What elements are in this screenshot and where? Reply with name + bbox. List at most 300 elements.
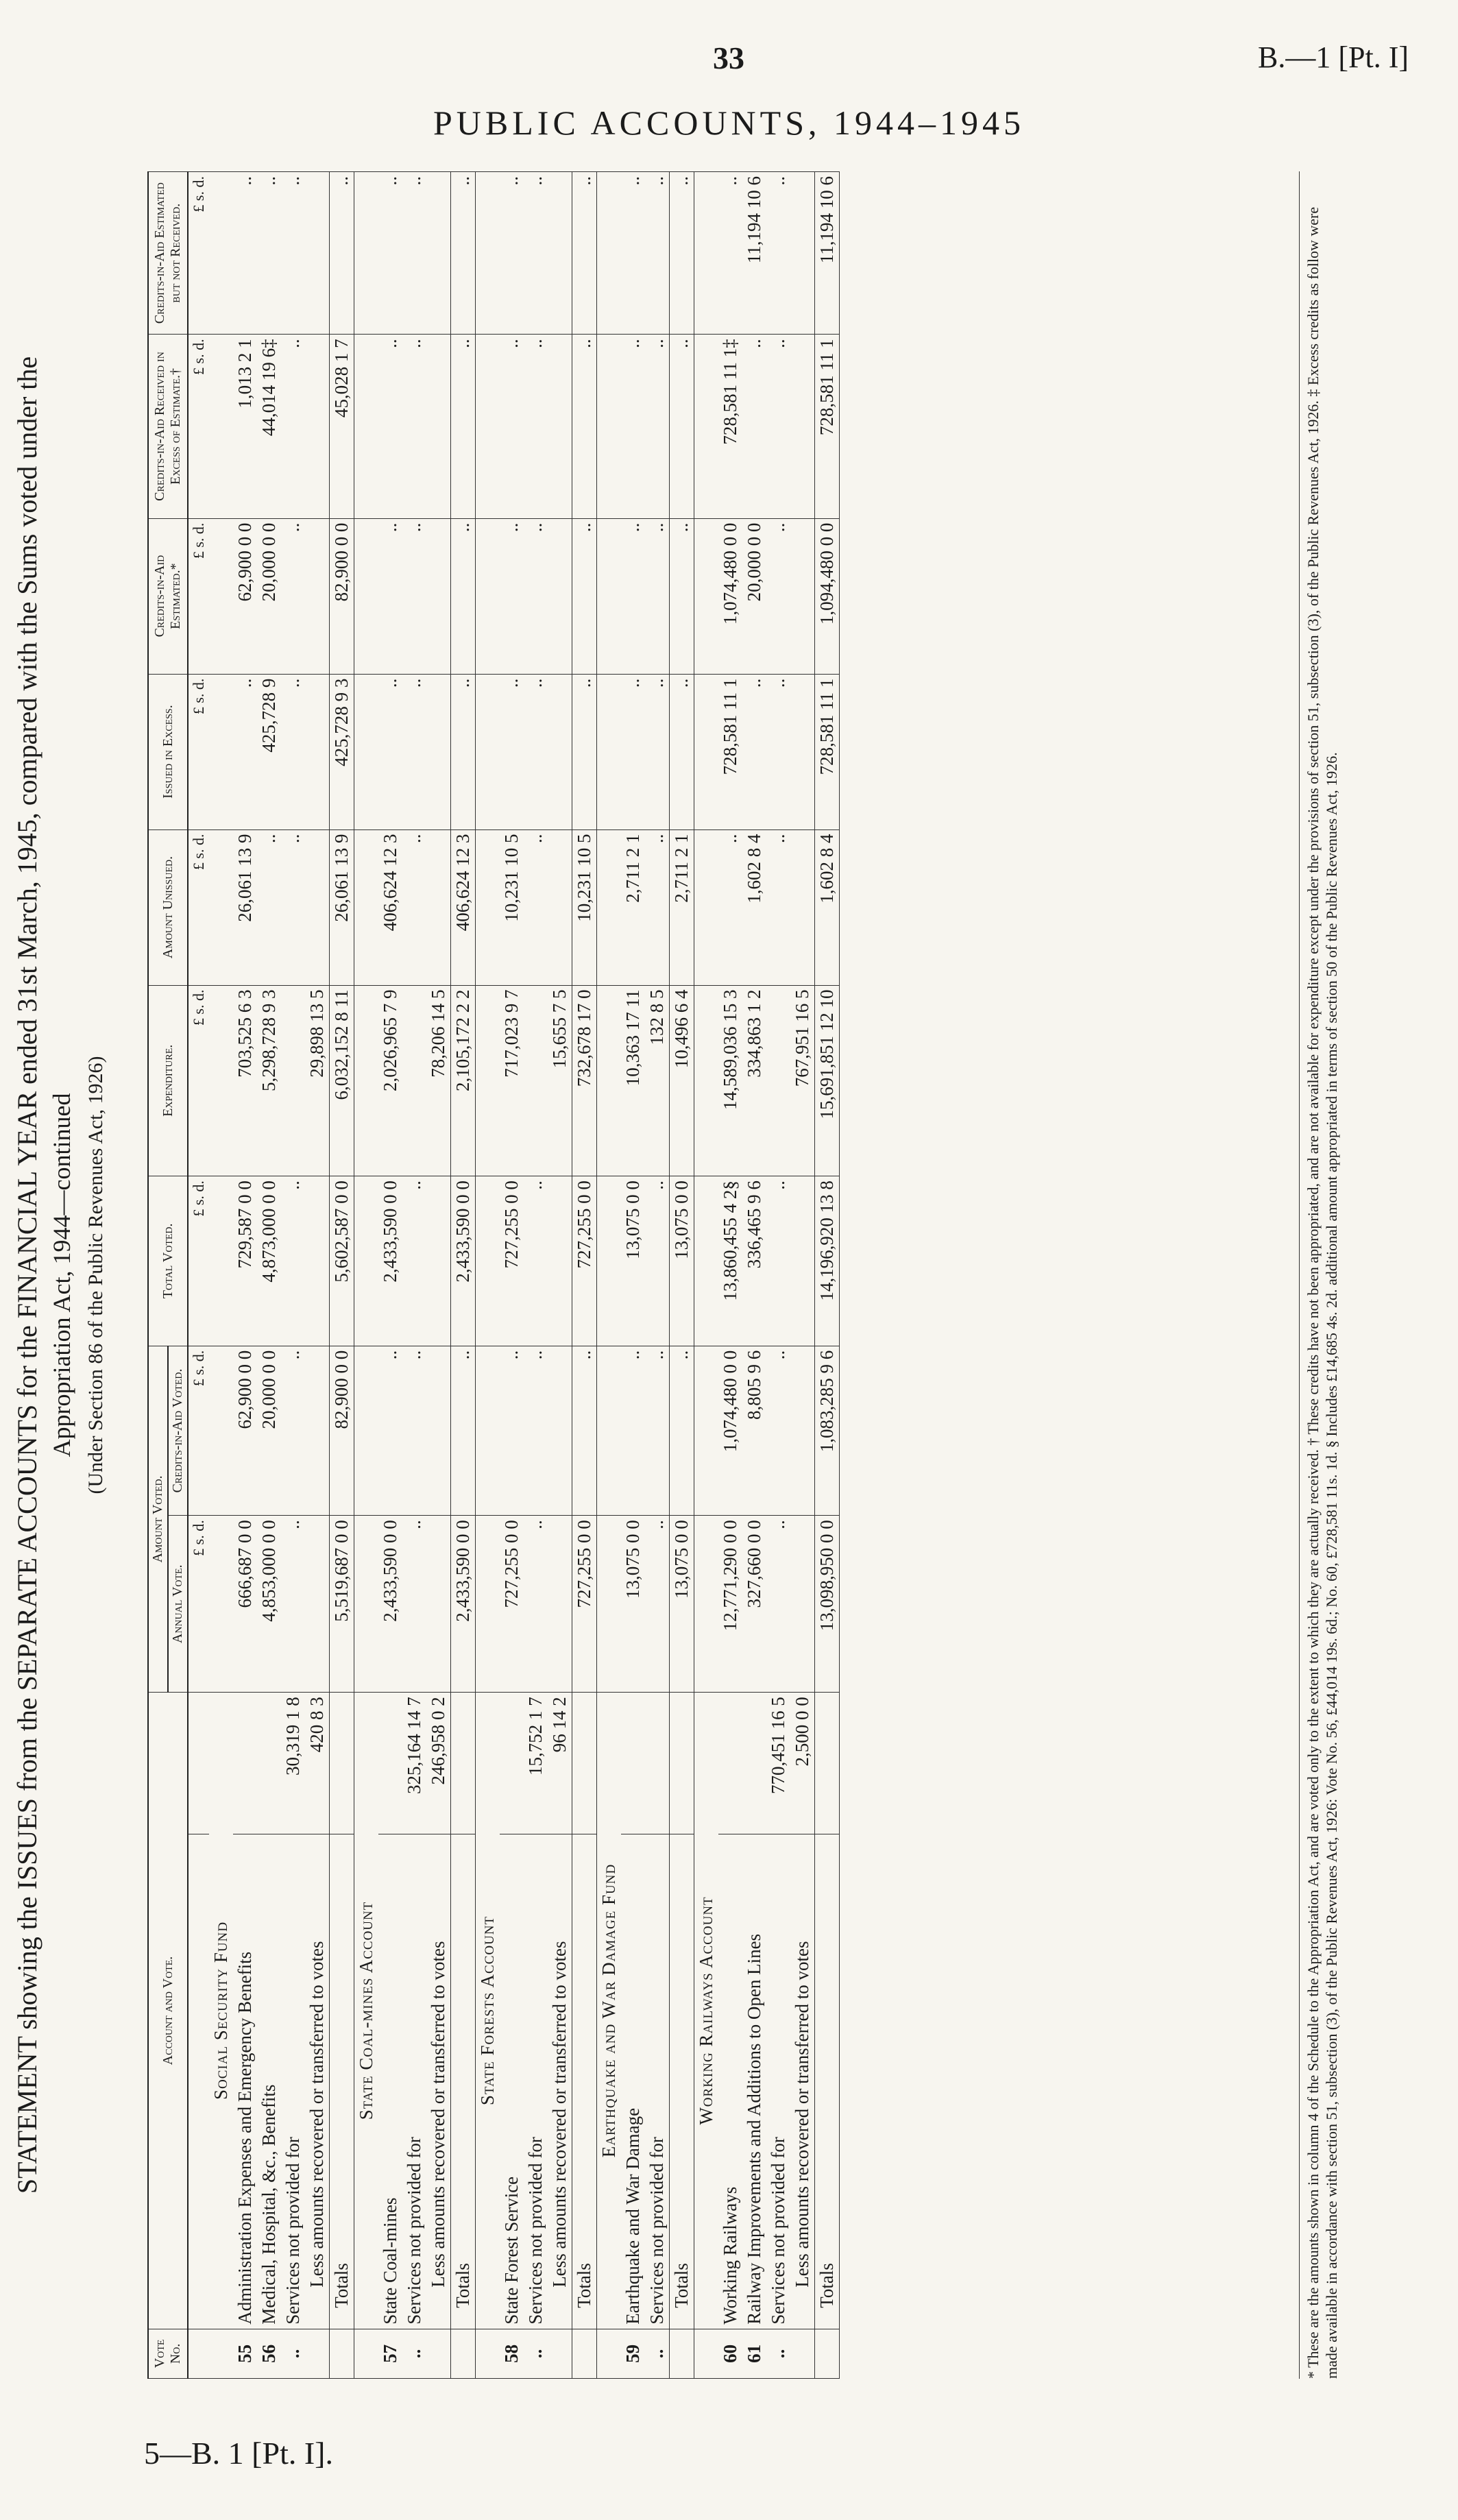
excess-cell: ..	[281, 674, 305, 829]
header-vote-no: Vote No.	[148, 2329, 188, 2378]
credits-estimated-cell: ..	[500, 518, 524, 674]
credits-excess-cell: ..	[500, 335, 524, 518]
expenditure-cell: 29,898 13 5	[305, 985, 330, 1176]
credits-estimated-cell: ..	[402, 518, 426, 674]
credits-voted-cell: 1,074,480 0 0	[718, 1346, 742, 1516]
header-excess: Issued in Excess.	[148, 674, 188, 829]
empty-cell	[476, 1346, 500, 1516]
units-cell: £ s. d.	[188, 172, 209, 335]
excess-cell: ..	[742, 674, 766, 829]
empty-cell	[694, 1516, 719, 1693]
excess-cell: ..	[233, 674, 257, 829]
total-voted-cell: 729,587 0 0	[233, 1176, 257, 1346]
vote-number	[305, 2329, 330, 2378]
credits-excess-cell: ..	[572, 335, 597, 518]
footnote-2: † These credits have not been appropriated, and are not available for expenditure except under the provisions of section 51, subsection (3), of the Public Revenues Act, 1926.	[1304, 400, 1322, 1446]
credits-not-received-cell	[426, 172, 451, 335]
table-row	[257, 172, 281, 2379]
rotated-statement	[10, 171, 1374, 2379]
annual-vote-cell	[548, 1516, 572, 1693]
credits-estimated-cell: 62,900 0 0	[233, 518, 257, 674]
header-credits-voted: Credits-in-Aid Voted.	[168, 1346, 188, 1516]
sub-amount	[621, 1693, 645, 1834]
total-voted-cell: 13,075 0 0	[670, 1176, 694, 1346]
sub-amount	[742, 1693, 766, 1834]
empty-cell	[476, 829, 500, 985]
credits-not-received-cell: ..	[524, 172, 548, 335]
annual-vote-cell: 2,433,590 0 0	[378, 1516, 402, 1693]
credits-not-received-cell: ..	[766, 172, 790, 335]
units-cell: £ s. d.	[188, 335, 209, 518]
empty-cell	[476, 985, 500, 1176]
units-cell	[188, 2329, 209, 2378]
sub-amount	[233, 1693, 257, 1834]
credits-voted-cell: 1,083,285 9 6	[815, 1346, 840, 1516]
unissued-cell	[548, 829, 572, 985]
expenditure-cell: 5,298,728 9 3	[257, 985, 281, 1176]
credits-excess-cell: ..	[670, 335, 694, 518]
sub-amount	[670, 1693, 694, 1834]
unissued-cell: ..	[257, 829, 281, 985]
account-name: Services not provided for	[402, 1834, 426, 2329]
vote-cell	[476, 2329, 500, 2378]
credits-excess-cell	[305, 335, 330, 518]
credits-excess-cell: ..	[378, 335, 402, 518]
header-expenditure: Expenditure.	[148, 985, 188, 1176]
sub-amount	[572, 1693, 597, 1834]
expenditure-cell: 14,589,036 15 3	[718, 985, 742, 1176]
section-row	[694, 172, 719, 2379]
table-row	[742, 172, 766, 2379]
sub-amount: 96 14 2	[548, 1693, 572, 1834]
credits-not-received-cell: ..	[645, 172, 670, 335]
vote-cell	[597, 2329, 622, 2378]
table-row	[766, 172, 790, 2379]
sub-amount	[378, 1693, 402, 1834]
empty-cell	[694, 985, 719, 1176]
empty-cell	[476, 1516, 500, 1693]
annual-vote-cell: 5,519,687 0 0	[330, 1516, 354, 1693]
totals-row	[451, 172, 476, 2379]
unissued-cell: 406,624 12 3	[378, 829, 402, 985]
table-row	[426, 172, 451, 2379]
units-cell: £ s. d.	[188, 829, 209, 985]
units-cell	[188, 1693, 209, 1834]
annual-vote-cell: ..	[766, 1516, 790, 1693]
header-credits-estimated: Credits-in-Aid Estimated.*	[148, 518, 188, 674]
vote-number	[330, 2329, 354, 2378]
section-title: Earthquake and War Damage Fund	[597, 1693, 622, 2329]
expenditure-cell: 15,691,851 12 10	[815, 985, 840, 1176]
empty-cell	[209, 985, 233, 1176]
expenditure-cell: 6,032,152 8 11	[330, 985, 354, 1176]
total-voted-cell: 14,196,920 13 8	[815, 1176, 840, 1346]
vote-number: 56	[257, 2329, 281, 2378]
expenditure-cell	[281, 985, 305, 1176]
credits-estimated-cell: 1,074,480 0 0	[718, 518, 742, 674]
account-name: Administration Expenses and Emergency Benefits	[233, 1834, 257, 2329]
footnote-4: § Includes £14,685 4s. 2d. additional amount appropriated in terms of section 50 of the Public Revenues Act, 1926.	[1323, 752, 1340, 1449]
credits-not-received-cell: 11,194 10 6	[742, 172, 766, 335]
annual-vote-cell: 4,853,000 0 0	[257, 1516, 281, 1693]
credits-not-received-cell: ..	[451, 172, 476, 335]
total-voted-cell: 13,860,455 4 2§	[718, 1176, 742, 1346]
credits-voted-cell: ..	[524, 1346, 548, 1516]
vote-number: ..	[402, 2329, 426, 2378]
account-name: Earthquake and War Damage	[621, 1834, 645, 2329]
credits-voted-cell: 82,900 0 0	[330, 1346, 354, 1516]
unissued-cell	[305, 829, 330, 985]
footnote-3: ‡ Excess credits as follow were made available in accordance with section 51, subsection (3), of the Public Revenues Act, 1926: Vote No. 56, £44,014 19s. 6d.; No. 60, £728,581 11s. 1d.	[1304, 206, 1340, 2379]
credits-estimated-cell: 20,000 0 0	[257, 518, 281, 674]
total-voted-cell: 4,873,000 0 0	[257, 1176, 281, 1346]
excess-cell: 728,581 11 1	[815, 674, 840, 829]
credits-estimated-cell: 1,094,480 0 0	[815, 518, 840, 674]
vote-number: 59	[621, 2329, 645, 2378]
header-total-voted: Total Voted.	[148, 1176, 188, 1346]
total-voted-cell: ..	[766, 1176, 790, 1346]
annual-vote-cell: ..	[281, 1516, 305, 1693]
empty-cell	[354, 1346, 379, 1516]
header-credits-excess: Credits-in-Aid Received in Excess of Estimate.†	[148, 335, 188, 518]
credits-not-received-cell: ..	[572, 172, 597, 335]
expenditure-cell: 132 8 5	[645, 985, 670, 1176]
credits-excess-cell: 45,028 1 7	[330, 335, 354, 518]
credits-excess-cell: ..	[402, 335, 426, 518]
units-row	[188, 172, 209, 2379]
empty-cell	[209, 518, 233, 674]
total-voted-cell: ..	[645, 1176, 670, 1346]
credits-estimated-cell: ..	[524, 518, 548, 674]
excess-cell	[426, 674, 451, 829]
credits-estimated-cell: 20,000 0 0	[742, 518, 766, 674]
credits-voted-cell: 8,805 9 6	[742, 1346, 766, 1516]
annual-vote-cell: 13,098,950 0 0	[815, 1516, 840, 1693]
units-cell: £ s. d.	[188, 674, 209, 829]
totals-row	[670, 172, 694, 2379]
table-row	[305, 172, 330, 2379]
total-voted-cell	[426, 1176, 451, 1346]
unissued-cell: 10,231 10 5	[500, 829, 524, 985]
credits-excess-cell: ..	[766, 335, 790, 518]
table-row	[500, 172, 524, 2379]
sub-amount: 325,164 14 7	[402, 1693, 426, 1834]
annual-vote-cell	[305, 1516, 330, 1693]
empty-cell	[597, 674, 622, 829]
credits-excess-cell: ..	[742, 335, 766, 518]
account-name: Working Railways	[718, 1834, 742, 2329]
table-row	[718, 172, 742, 2379]
unissued-cell: 10,231 10 5	[572, 829, 597, 985]
vote-number	[790, 2329, 815, 2378]
footnote-1: * These are the amounts shown in column 4 of the Schedule to the Appropriation Act, and are voted only to the extent to which they are actually received.	[1304, 1449, 1322, 2379]
account-name: Services not provided for	[524, 1834, 548, 2329]
table-header	[148, 172, 188, 2379]
excess-cell: ..	[451, 674, 476, 829]
sub-amount: 15,752 1 7	[524, 1693, 548, 1834]
total-voted-cell: 727,255 0 0	[572, 1176, 597, 1346]
account-name: State Coal-mines	[378, 1834, 402, 2329]
expenditure-cell: 78,206 14 5	[426, 985, 451, 1176]
table-row	[645, 172, 670, 2379]
credits-voted-cell: ..	[670, 1346, 694, 1516]
unissued-cell: 2,711 2 1	[621, 829, 645, 985]
total-voted-cell: ..	[524, 1176, 548, 1346]
total-voted-cell: 13,075 0 0	[621, 1176, 645, 1346]
statement-heading	[10, 171, 113, 2379]
excess-cell: ..	[402, 674, 426, 829]
credits-estimated-cell: ..	[451, 518, 476, 674]
annual-vote-cell: 13,075 0 0	[670, 1516, 694, 1693]
credits-voted-cell: ..	[500, 1346, 524, 1516]
sub-amount	[645, 1693, 670, 1834]
unissued-cell: 406,624 12 3	[451, 829, 476, 985]
empty-cell	[694, 172, 719, 335]
credits-not-received-cell	[548, 172, 572, 335]
excess-cell: ..	[378, 674, 402, 829]
sub-amount	[451, 1693, 476, 1834]
credits-excess-cell	[426, 335, 451, 518]
sub-amount	[257, 1693, 281, 1834]
expenditure-cell: 717,023 9 7	[500, 985, 524, 1176]
credits-voted-cell: ..	[766, 1346, 790, 1516]
vote-number	[426, 2329, 451, 2378]
sub-amount: 30,319 1 8	[281, 1693, 305, 1834]
section-row	[597, 172, 622, 2379]
page-reference: B.—1 [Pt. I]	[1258, 40, 1409, 74]
annual-vote-cell: 13,075 0 0	[621, 1516, 645, 1693]
sub-amount	[718, 1693, 742, 1834]
credits-excess-cell: ..	[621, 335, 645, 518]
annual-vote-cell: 666,687 0 0	[233, 1516, 257, 1693]
credits-excess-cell: 728,581 11 1‡	[718, 335, 742, 518]
empty-cell	[597, 1516, 622, 1693]
empty-cell	[209, 335, 233, 518]
credits-voted-cell: ..	[378, 1346, 402, 1516]
annual-vote-cell: 727,255 0 0	[572, 1516, 597, 1693]
expenditure-cell: 10,363 17 11	[621, 985, 645, 1176]
total-voted-cell	[790, 1176, 815, 1346]
vote-number: 58	[500, 2329, 524, 2378]
expenditure-cell: 2,105,172 2 2	[451, 985, 476, 1176]
empty-cell	[354, 335, 379, 518]
credits-not-received-cell: ..	[330, 172, 354, 335]
vote-number: 61	[742, 2329, 766, 2378]
credits-estimated-cell: ..	[281, 518, 305, 674]
empty-cell	[597, 1346, 622, 1516]
annual-vote-cell: 727,255 0 0	[500, 1516, 524, 1693]
section-title: State Forests Account	[476, 1693, 500, 2329]
expenditure-cell: 767,951 16 5	[790, 985, 815, 1176]
vote-number: 57	[378, 2329, 402, 2378]
credits-excess-cell: 1,013 2 1	[233, 335, 257, 518]
empty-cell	[354, 674, 379, 829]
total-voted-cell: 727,255 0 0	[500, 1176, 524, 1346]
empty-cell	[209, 1516, 233, 1693]
units-cell: £ s. d.	[188, 985, 209, 1176]
annual-vote-cell: ..	[645, 1516, 670, 1693]
account-name: Services not provided for	[766, 1834, 790, 2329]
empty-cell	[354, 172, 379, 335]
vote-number: ..	[645, 2329, 670, 2378]
sub-amount: 770,451 16 5	[766, 1693, 790, 1834]
excess-cell	[548, 674, 572, 829]
credits-excess-cell	[548, 335, 572, 518]
sub-amount	[330, 1693, 354, 1834]
credits-estimated-cell: ..	[645, 518, 670, 674]
excess-cell: ..	[500, 674, 524, 829]
credits-excess-cell: ..	[524, 335, 548, 518]
page-title: PUBLIC ACCOUNTS, 1944–1945	[433, 104, 1025, 142]
heading-line-1: STATEMENT showing the ISSUES from the SEPARATE ACCOUNTS for the FINANCIAL YEAR ended 31st March, 1945, compared with the Sums voted under the	[12, 356, 42, 2194]
credits-not-received-cell: ..	[500, 172, 524, 335]
excess-cell	[305, 674, 330, 829]
annual-vote-cell: ..	[402, 1516, 426, 1693]
credits-excess-cell: 728,581 11 1	[815, 335, 840, 518]
empty-cell	[694, 1176, 719, 1346]
account-name: Railway Improvements and Additions to Open Lines	[742, 1834, 766, 2329]
account-name: Services not provided for	[645, 1834, 670, 2329]
empty-cell	[209, 829, 233, 985]
vote-cell	[354, 2329, 379, 2378]
credits-estimated-cell: ..	[378, 518, 402, 674]
unissued-cell	[790, 829, 815, 985]
account-name: Totals	[451, 1834, 476, 2329]
annual-vote-cell: 327,660 0 0	[742, 1516, 766, 1693]
credits-estimated-cell: ..	[766, 518, 790, 674]
vote-number	[548, 2329, 572, 2378]
sub-amount: 2,500 0 0	[790, 1693, 815, 1834]
credits-not-received-cell	[790, 172, 815, 335]
total-voted-cell: 2,433,590 0 0	[378, 1176, 402, 1346]
unissued-cell: 1,602 8 4	[815, 829, 840, 985]
empty-cell	[694, 518, 719, 674]
total-voted-cell: ..	[281, 1176, 305, 1346]
credits-not-received-cell: ..	[621, 172, 645, 335]
credits-estimated-cell: 82,900 0 0	[330, 518, 354, 674]
credits-not-received-cell: ..	[257, 172, 281, 335]
table-row	[548, 172, 572, 2379]
section-row	[476, 172, 500, 2379]
total-voted-cell	[548, 1176, 572, 1346]
table-row	[790, 172, 815, 2379]
footer-mark: 5—B. 1 [Pt. I].	[144, 2436, 333, 2471]
empty-cell	[694, 1346, 719, 1516]
vote-number	[451, 2329, 476, 2378]
unissued-cell: 26,061 13 9	[330, 829, 354, 985]
empty-cell	[597, 518, 622, 674]
expenditure-cell: 703,525 6 3	[233, 985, 257, 1176]
expenditure-cell	[524, 985, 548, 1176]
excess-cell: ..	[524, 674, 548, 829]
sub-amount: 246,958 0 2	[426, 1693, 451, 1834]
excess-cell: ..	[670, 674, 694, 829]
account-name: Less amounts recovered or transferred to votes	[305, 1834, 330, 2329]
total-voted-cell: 5,602,587 0 0	[330, 1176, 354, 1346]
unissued-cell: 26,061 13 9	[233, 829, 257, 985]
empty-cell	[354, 1516, 379, 1693]
empty-cell	[354, 518, 379, 674]
sub-amount: 420 8 3	[305, 1693, 330, 1834]
empty-cell	[476, 172, 500, 335]
totals-row	[330, 172, 354, 2379]
header-account: Account and Vote.	[148, 1693, 188, 2329]
credits-voted-cell: ..	[645, 1346, 670, 1516]
empty-cell	[597, 335, 622, 518]
empty-cell	[354, 1176, 379, 1346]
credits-estimated-cell	[790, 518, 815, 674]
table-row	[233, 172, 257, 2379]
unissued-cell: ..	[402, 829, 426, 985]
units-cell: £ s. d.	[188, 1176, 209, 1346]
expenditure-cell: 15,655 7 5	[548, 985, 572, 1176]
section-title: Social Security Fund	[209, 1693, 233, 2329]
account-name: Totals	[572, 1834, 597, 2329]
account-name: Less amounts recovered or transferred to votes	[790, 1834, 815, 2329]
units-cell: £ s. d.	[188, 1516, 209, 1693]
annual-vote-cell	[426, 1516, 451, 1693]
empty-cell	[354, 985, 379, 1176]
credits-voted-cell: ..	[451, 1346, 476, 1516]
credits-excess-cell: ..	[645, 335, 670, 518]
account-name: Totals	[815, 1834, 840, 2329]
account-name: Totals	[330, 1834, 354, 2329]
total-voted-cell: 2,433,590 0 0	[451, 1176, 476, 1346]
excess-cell	[790, 674, 815, 829]
credits-estimated-cell	[305, 518, 330, 674]
table-row	[402, 172, 426, 2379]
empty-cell	[476, 674, 500, 829]
empty-cell	[209, 1346, 233, 1516]
credits-voted-cell	[790, 1346, 815, 1516]
credits-estimated-cell	[426, 518, 451, 674]
excess-cell: ..	[766, 674, 790, 829]
vote-number: 60	[718, 2329, 742, 2378]
empty-cell	[694, 674, 719, 829]
credits-voted-cell	[548, 1346, 572, 1516]
total-voted-cell: ..	[402, 1176, 426, 1346]
vote-cell	[694, 2329, 719, 2378]
table-row	[524, 172, 548, 2379]
empty-cell	[476, 1176, 500, 1346]
section-title: State Coal-mines Account	[354, 1693, 379, 2329]
footnotes	[1299, 171, 1341, 2379]
credits-not-received-cell: ..	[718, 172, 742, 335]
empty-cell	[597, 829, 622, 985]
excess-cell: 425,728 9 3	[330, 674, 354, 829]
account-name: Services not provided for	[281, 1834, 305, 2329]
unissued-cell: ..	[718, 829, 742, 985]
units-cell	[188, 1834, 209, 2329]
table-row	[281, 172, 305, 2379]
account-name: Less amounts recovered or transferred to votes	[548, 1834, 572, 2329]
annual-vote-cell	[790, 1516, 815, 1693]
unissued-cell: ..	[766, 829, 790, 985]
table-body	[188, 172, 840, 2379]
annual-vote-cell: 12,771,290 0 0	[718, 1516, 742, 1693]
credits-voted-cell	[426, 1346, 451, 1516]
credits-not-received-cell: ..	[378, 172, 402, 335]
expenditure-cell: 732,678 17 0	[572, 985, 597, 1176]
credits-voted-cell: ..	[572, 1346, 597, 1516]
credits-voted-cell: ..	[402, 1346, 426, 1516]
unissued-cell: 2,711 2 1	[670, 829, 694, 985]
empty-cell	[209, 674, 233, 829]
credits-voted-cell	[305, 1346, 330, 1516]
credits-voted-cell: 20,000 0 0	[257, 1346, 281, 1516]
sub-amount	[815, 1693, 840, 1834]
credits-estimated-cell: ..	[670, 518, 694, 674]
